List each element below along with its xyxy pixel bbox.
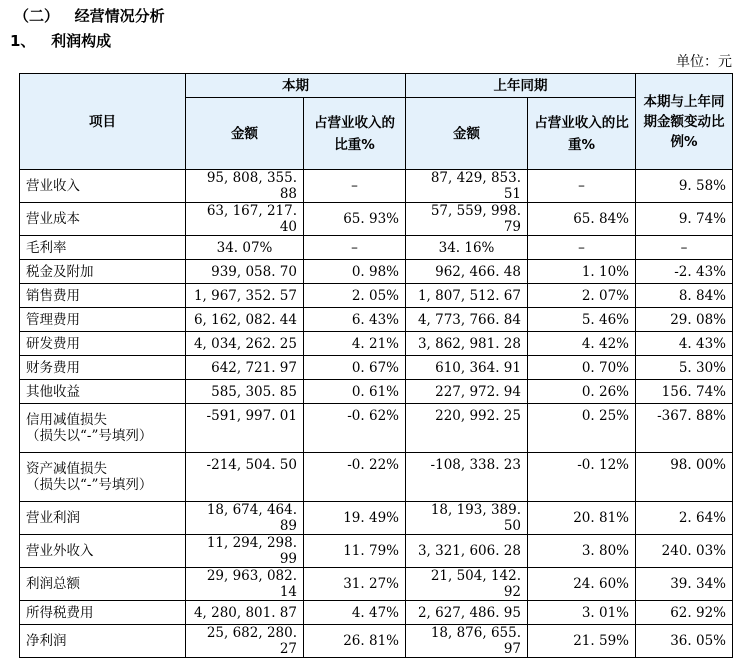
row-label — [20, 568, 186, 601]
prior-share — [528, 453, 636, 502]
prior-amount — [406, 601, 528, 625]
prior-amount-text: 87, 429, 853. 51 — [430, 170, 521, 202]
unit-label: 单位：元 — [676, 54, 732, 70]
change-ratio-text: 8. 84% — [678, 287, 726, 304]
row-label — [20, 601, 186, 625]
prior-share-text: 3. 80% — [581, 543, 629, 559]
table-row — [20, 502, 733, 535]
current-share-text: 19. 49% — [343, 510, 399, 526]
change-ratio-text: 39. 34% — [670, 576, 726, 592]
change-ratio-text: 9. 74% — [678, 211, 726, 227]
current-share — [304, 260, 406, 284]
header-prior-amount: 金额 — [406, 98, 528, 170]
change-ratio-text: 98. 00% — [670, 457, 726, 473]
change-ratio-text: -2. 43% — [674, 263, 726, 280]
current-amount — [186, 308, 304, 332]
prior-amount-text: 3, 862, 981. 28 — [417, 335, 521, 352]
prior-share-text: 0. 70% — [581, 359, 629, 376]
section-title: （二） 经营情况分析 — [14, 7, 165, 25]
row-label-text: 其他收益 — [26, 383, 80, 400]
current-share-text: 6. 43% — [351, 311, 399, 328]
table-row — [20, 260, 733, 284]
prior-share — [528, 356, 636, 380]
current-amount-text: 585, 305. 85 — [211, 383, 297, 400]
prior-share-text: 2. 07% — [581, 287, 629, 304]
current-amount-text: 34. 07% — [216, 239, 273, 256]
prior-amount — [406, 568, 528, 601]
change-ratio — [636, 625, 733, 658]
current-share — [304, 284, 406, 308]
prior-amount-text: 4, 773, 766. 84 — [417, 311, 521, 328]
current-share-text: 2. 05% — [351, 287, 399, 304]
row-label — [20, 535, 186, 568]
change-ratio — [636, 236, 733, 260]
row-label-note: （损失以“-”号填列） — [26, 477, 153, 493]
prior-amount — [406, 203, 528, 236]
row-label — [20, 625, 186, 658]
table-header — [20, 74, 733, 170]
row-label-text: 利润总额 — [26, 576, 80, 592]
current-share — [304, 332, 406, 356]
prior-share — [528, 236, 636, 260]
row-label-text: 销售费用 — [26, 287, 80, 304]
change-ratio-text: 9. 58% — [678, 178, 726, 194]
row-label-text: 营业收入 — [26, 178, 80, 194]
current-amount-text: 29, 963, 082. 14 — [206, 568, 297, 600]
change-ratio-text: -367. 88% — [657, 408, 726, 424]
current-amount-text: 4, 280, 801. 87 — [193, 604, 297, 621]
row-label — [20, 404, 186, 453]
prior-share-text: 0. 25% — [581, 408, 629, 424]
current-amount-text: 63, 167, 217. 40 — [206, 203, 297, 235]
table-row — [20, 601, 733, 625]
prior-share — [528, 404, 636, 453]
current-amount — [186, 260, 304, 284]
current-amount-text: 642, 721. 97 — [211, 359, 297, 376]
prior-amount-text: 1, 807, 512. 67 — [417, 287, 521, 304]
current-amount — [186, 356, 304, 380]
prior-amount-text: 18, 193, 389. 50 — [430, 502, 521, 534]
current-share-text: 31. 27% — [343, 576, 399, 592]
current-share — [304, 356, 406, 380]
current-amount — [186, 236, 304, 260]
table-row — [20, 284, 733, 308]
subsection-title: 1、 利润构成 — [10, 32, 112, 50]
current-share — [304, 535, 406, 568]
prior-amount — [406, 356, 528, 380]
header-item: 项目 — [20, 74, 186, 170]
prior-amount — [406, 332, 528, 356]
prior-amount — [406, 236, 528, 260]
table-row — [20, 535, 733, 568]
prior-amount-text: 34. 16% — [438, 239, 495, 256]
prior-amount — [406, 625, 528, 658]
current-amount-text: 11, 294, 298. 99 — [206, 535, 297, 567]
prior-share-text: 0. 26% — [581, 383, 629, 400]
prior-share-text: 65. 84% — [573, 211, 629, 227]
prior-share — [528, 601, 636, 625]
row-label — [20, 332, 186, 356]
change-ratio — [636, 170, 733, 203]
change-ratio — [636, 332, 733, 356]
change-ratio-text: 240. 03% — [661, 543, 726, 559]
current-share-text: – — [351, 239, 358, 256]
current-share — [304, 236, 406, 260]
current-amount — [186, 625, 304, 658]
current-amount-text: -591, 997. 01 — [206, 408, 297, 424]
prior-amount-text: 2, 627, 486. 95 — [417, 604, 521, 621]
current-amount — [186, 601, 304, 625]
table-row — [20, 308, 733, 332]
current-share — [304, 568, 406, 601]
current-share-text: – — [351, 178, 358, 194]
table-row — [20, 236, 733, 260]
prior-share — [528, 284, 636, 308]
prior-amount — [406, 502, 528, 535]
current-amount — [186, 453, 304, 502]
prior-share-text: – — [578, 239, 585, 256]
change-ratio-text: 5. 30% — [678, 359, 726, 376]
row-label — [20, 502, 186, 535]
change-ratio — [636, 284, 733, 308]
table-row — [20, 332, 733, 356]
header-current-period: 本期 — [186, 74, 406, 98]
prior-amount-text: 227, 972. 94 — [435, 383, 521, 400]
current-amount-text: 95, 808, 355. 88 — [206, 170, 297, 202]
prior-share — [528, 535, 636, 568]
row-label — [20, 260, 186, 284]
prior-share — [528, 203, 636, 236]
row-label-text: 财务费用 — [26, 359, 80, 376]
change-ratio-text: 156. 74% — [661, 383, 726, 400]
prior-amount-text: 3, 321, 606. 28 — [417, 543, 521, 559]
change-ratio — [636, 380, 733, 404]
change-ratio — [636, 568, 733, 601]
prior-amount-text: -108, 338. 23 — [430, 457, 521, 473]
prior-amount — [406, 404, 528, 453]
current-amount-text: -214, 504. 50 — [206, 457, 297, 473]
row-label-text: 税金及附加 — [26, 263, 94, 280]
row-label-text: 管理费用 — [26, 311, 80, 328]
prior-amount — [406, 535, 528, 568]
current-amount — [186, 404, 304, 453]
row-label-text: 净利润 — [26, 633, 67, 649]
current-amount — [186, 502, 304, 535]
row-label — [20, 203, 186, 236]
row-label-text: 营业外收入 — [26, 543, 94, 559]
current-share — [304, 170, 406, 203]
current-amount — [186, 170, 304, 203]
prior-share — [528, 260, 636, 284]
prior-share — [528, 170, 636, 203]
prior-amount-text: 57, 559, 998. 79 — [430, 203, 521, 235]
change-ratio — [636, 601, 733, 625]
change-ratio-text: – — [680, 239, 688, 256]
row-label — [20, 236, 186, 260]
current-share-text: 65. 93% — [343, 211, 399, 227]
prior-amount-text: 610, 364. 91 — [435, 359, 521, 376]
prior-share-text: 3. 01% — [581, 604, 629, 621]
row-label-text: 营业成本 — [26, 211, 80, 227]
table-row — [20, 404, 733, 453]
current-share — [304, 203, 406, 236]
current-share-text: 26. 81% — [343, 633, 399, 649]
prior-amount — [406, 170, 528, 203]
current-amount — [186, 535, 304, 568]
current-share — [304, 308, 406, 332]
table-row — [20, 568, 733, 601]
prior-share — [528, 308, 636, 332]
current-share — [304, 601, 406, 625]
prior-amount-text: 21, 504, 142. 92 — [430, 568, 521, 600]
current-amount — [186, 568, 304, 601]
change-ratio-text: 4. 43% — [678, 335, 726, 352]
current-share — [304, 625, 406, 658]
prior-share-text: 24. 60% — [573, 576, 629, 592]
change-ratio-text: 29. 08% — [670, 311, 726, 328]
change-ratio — [636, 453, 733, 502]
current-share-text: 11. 79% — [343, 543, 399, 559]
prior-amount-text: 18, 876, 655. 97 — [430, 625, 521, 657]
change-ratio — [636, 356, 733, 380]
table-row — [20, 203, 733, 236]
row-label-text: 信用减值损失 — [26, 412, 107, 428]
current-amount — [186, 332, 304, 356]
current-amount — [186, 284, 304, 308]
row-label — [20, 170, 186, 203]
profit-composition-table — [19, 73, 733, 658]
change-ratio — [636, 404, 733, 453]
prior-amount — [406, 284, 528, 308]
table-body — [20, 170, 733, 658]
prior-share-text: -0. 12% — [577, 457, 629, 473]
prior-share — [528, 568, 636, 601]
row-label-text: 所得税费用 — [26, 604, 94, 621]
prior-amount — [406, 380, 528, 404]
header-prior-period: 上年同期 — [406, 74, 636, 98]
current-amount — [186, 203, 304, 236]
prior-share-text: 1. 10% — [581, 263, 629, 280]
row-label — [20, 380, 186, 404]
current-amount-text: 6, 162, 082. 44 — [193, 311, 297, 328]
prior-share — [528, 625, 636, 658]
row-label — [20, 356, 186, 380]
prior-share-text: 4. 42% — [581, 335, 629, 352]
current-share — [304, 380, 406, 404]
current-amount-text: 4, 034, 262. 25 — [193, 335, 297, 352]
current-share — [304, 453, 406, 502]
change-ratio — [636, 260, 733, 284]
row-label — [20, 308, 186, 332]
current-share — [304, 404, 406, 453]
current-share-text: 0. 98% — [351, 263, 399, 280]
row-label-text: 营业利润 — [26, 510, 80, 526]
current-share-text: -0. 22% — [347, 457, 399, 473]
header-current-share: 占营业收入的比重% — [304, 98, 406, 170]
prior-amount — [406, 308, 528, 332]
current-amount-text: 25, 682, 280. 27 — [206, 625, 297, 657]
prior-amount — [406, 260, 528, 284]
prior-amount-text: 962, 466. 48 — [435, 263, 521, 280]
row-label — [20, 453, 186, 502]
current-share-text: 4. 21% — [351, 335, 399, 352]
header-change-ratio: 本期与上年同期金额变动比例% — [636, 74, 733, 170]
current-share-text: 0. 61% — [351, 383, 399, 400]
change-ratio — [636, 203, 733, 236]
header-prior-share: 占营业收入的比重% — [528, 98, 636, 170]
row-label-text: 毛利率 — [26, 239, 67, 256]
row-label-note: （损失以“-”号填列） — [26, 428, 153, 444]
table-row — [20, 170, 733, 203]
prior-share-text: 5. 46% — [581, 311, 629, 328]
row-label-text: 资产减值损失 — [26, 461, 107, 477]
change-ratio-text: 2. 64% — [678, 510, 726, 526]
current-share-text: -0. 62% — [347, 408, 399, 424]
change-ratio — [636, 308, 733, 332]
prior-share-text: 21. 59% — [573, 633, 629, 649]
table-row — [20, 453, 733, 502]
change-ratio-text: 62. 92% — [670, 604, 726, 621]
change-ratio — [636, 502, 733, 535]
current-amount — [186, 380, 304, 404]
current-amount-text: 939, 058. 70 — [211, 263, 297, 280]
prior-share — [528, 332, 636, 356]
row-label — [20, 284, 186, 308]
change-ratio — [636, 535, 733, 568]
prior-share-text: 20. 81% — [573, 510, 629, 526]
prior-share — [528, 380, 636, 404]
prior-amount — [406, 453, 528, 502]
change-ratio-text: 36. 05% — [670, 633, 726, 649]
prior-amount-text: 220, 992. 25 — [435, 408, 521, 424]
current-share — [304, 502, 406, 535]
table-row — [20, 356, 733, 380]
prior-share — [528, 502, 636, 535]
current-amount-text: 18, 674, 464. 89 — [206, 502, 297, 534]
current-amount-text: 1, 967, 352. 57 — [193, 287, 297, 304]
header-current-amount: 金额 — [186, 98, 304, 170]
current-share-text: 0. 67% — [351, 359, 399, 376]
current-share-text: 4. 47% — [351, 604, 399, 621]
row-label-text: 研发费用 — [26, 335, 80, 352]
prior-share-text: – — [578, 178, 585, 194]
table-row — [20, 380, 733, 404]
table-row — [20, 625, 733, 658]
